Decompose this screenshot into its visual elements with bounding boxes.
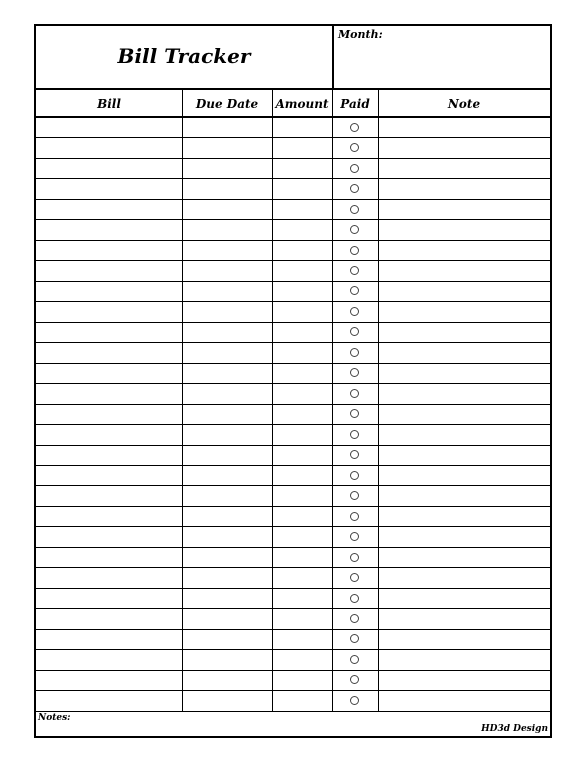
bill-cell[interactable] bbox=[36, 548, 182, 567]
amount-cell[interactable] bbox=[272, 405, 332, 424]
due-date-cell[interactable] bbox=[182, 138, 272, 157]
paid-radio[interactable] bbox=[350, 164, 359, 173]
amount-cell[interactable] bbox=[272, 179, 332, 198]
table-row bbox=[36, 200, 550, 220]
paid-cell[interactable] bbox=[332, 507, 378, 526]
amount-cell[interactable] bbox=[272, 302, 332, 321]
note-cell[interactable] bbox=[378, 507, 550, 526]
amount-cell[interactable] bbox=[272, 507, 332, 526]
note-cell[interactable] bbox=[378, 671, 550, 690]
amount-cell[interactable] bbox=[272, 159, 332, 178]
table-row bbox=[36, 343, 550, 363]
table-row bbox=[36, 323, 550, 343]
paid-radio[interactable] bbox=[350, 430, 359, 439]
paid-cell[interactable] bbox=[332, 138, 378, 157]
note-cell[interactable] bbox=[378, 691, 550, 710]
bill-cell[interactable] bbox=[36, 200, 182, 219]
note-cell[interactable] bbox=[378, 343, 550, 362]
paid-cell[interactable] bbox=[332, 159, 378, 178]
month-label: Month: bbox=[338, 28, 383, 41]
due-date-cell[interactable] bbox=[182, 548, 272, 567]
amount-cell[interactable] bbox=[272, 282, 332, 301]
due-date-cell[interactable] bbox=[182, 527, 272, 546]
paid-radio[interactable] bbox=[350, 512, 359, 521]
paid-radio[interactable] bbox=[350, 491, 359, 500]
amount-cell[interactable] bbox=[272, 200, 332, 219]
note-cell[interactable] bbox=[378, 630, 550, 649]
due-date-cell[interactable] bbox=[182, 589, 272, 608]
due-date-cell[interactable] bbox=[182, 220, 272, 239]
paid-cell[interactable] bbox=[332, 671, 378, 690]
paid-cell[interactable] bbox=[332, 589, 378, 608]
amount-cell[interactable] bbox=[272, 548, 332, 567]
table-row bbox=[36, 364, 550, 384]
bill-cell[interactable] bbox=[36, 282, 182, 301]
bill-cell[interactable] bbox=[36, 220, 182, 239]
column-header-due-date: Due Date bbox=[195, 97, 259, 111]
table-row bbox=[36, 118, 550, 138]
note-cell[interactable] bbox=[378, 179, 550, 198]
page-title: Bill Tracker bbox=[117, 44, 251, 68]
paid-radio[interactable] bbox=[350, 471, 359, 480]
amount-cell[interactable] bbox=[272, 630, 332, 649]
note-cell[interactable] bbox=[378, 650, 550, 669]
paid-cell[interactable] bbox=[332, 261, 378, 280]
note-cell[interactable] bbox=[378, 302, 550, 321]
paid-cell[interactable] bbox=[332, 609, 378, 628]
amount-cell[interactable] bbox=[272, 568, 332, 587]
amount-cell[interactable] bbox=[272, 220, 332, 239]
designer-credit: HD3d Design bbox=[481, 724, 548, 734]
bill-cell[interactable] bbox=[36, 650, 182, 669]
paid-radio[interactable] bbox=[350, 286, 359, 295]
bill-cell[interactable] bbox=[36, 159, 182, 178]
paid-cell[interactable] bbox=[332, 691, 378, 710]
paid-cell[interactable] bbox=[332, 241, 378, 260]
paid-radio[interactable] bbox=[350, 675, 359, 684]
table-row bbox=[36, 241, 550, 261]
paid-radio[interactable] bbox=[350, 184, 359, 193]
paid-radio[interactable] bbox=[350, 348, 359, 357]
amount-cell[interactable] bbox=[272, 609, 332, 628]
due-date-cell[interactable] bbox=[182, 650, 272, 669]
bill-cell[interactable] bbox=[36, 671, 182, 690]
paid-radio[interactable] bbox=[350, 246, 359, 255]
note-cell[interactable] bbox=[378, 486, 550, 505]
paid-radio[interactable] bbox=[350, 266, 359, 275]
column-header-paid: Paid bbox=[340, 97, 370, 111]
table-row bbox=[36, 486, 550, 506]
due-date-cell[interactable] bbox=[182, 466, 272, 485]
paid-radio[interactable] bbox=[350, 327, 359, 336]
due-date-cell[interactable] bbox=[182, 179, 272, 198]
bill-cell[interactable] bbox=[36, 302, 182, 321]
paid-radio[interactable] bbox=[350, 205, 359, 214]
table-row bbox=[36, 302, 550, 322]
paid-cell[interactable] bbox=[332, 364, 378, 383]
table-row bbox=[36, 630, 550, 650]
due-date-cell[interactable] bbox=[182, 323, 272, 342]
note-cell[interactable] bbox=[378, 138, 550, 157]
amount-cell[interactable] bbox=[272, 118, 332, 137]
column-header-note: Note bbox=[447, 97, 481, 111]
paid-cell[interactable] bbox=[332, 568, 378, 587]
note-cell[interactable] bbox=[378, 589, 550, 608]
bill-tracker-sheet bbox=[34, 24, 552, 738]
amount-cell[interactable] bbox=[272, 691, 332, 710]
amount-cell[interactable] bbox=[272, 466, 332, 485]
paid-radio[interactable] bbox=[350, 450, 359, 459]
paid-radio[interactable] bbox=[350, 389, 359, 398]
note-cell[interactable] bbox=[378, 466, 550, 485]
due-date-cell[interactable] bbox=[182, 486, 272, 505]
paid-radio[interactable] bbox=[350, 143, 359, 152]
due-date-cell[interactable] bbox=[182, 609, 272, 628]
title-cell bbox=[36, 26, 332, 88]
amount-cell[interactable] bbox=[272, 241, 332, 260]
amount-cell[interactable] bbox=[272, 261, 332, 280]
paid-radio[interactable] bbox=[350, 614, 359, 623]
bill-cell[interactable] bbox=[36, 241, 182, 260]
paid-cell[interactable] bbox=[332, 527, 378, 546]
column-header-bill: Bill bbox=[97, 97, 121, 111]
due-date-cell[interactable] bbox=[182, 200, 272, 219]
due-date-cell[interactable] bbox=[182, 630, 272, 649]
table-row bbox=[36, 527, 550, 547]
bill-cell[interactable] bbox=[36, 630, 182, 649]
notes-section[interactable] bbox=[36, 711, 550, 736]
amount-cell[interactable] bbox=[272, 343, 332, 362]
due-date-cell[interactable] bbox=[182, 159, 272, 178]
month-field[interactable] bbox=[332, 26, 552, 88]
bill-cell[interactable] bbox=[36, 405, 182, 424]
note-cell[interactable] bbox=[378, 220, 550, 239]
amount-cell[interactable] bbox=[272, 138, 332, 157]
note-cell[interactable] bbox=[378, 548, 550, 567]
amount-cell[interactable] bbox=[272, 384, 332, 403]
due-date-cell[interactable] bbox=[182, 364, 272, 383]
due-date-cell[interactable] bbox=[182, 302, 272, 321]
amount-cell[interactable] bbox=[272, 589, 332, 608]
amount-cell[interactable] bbox=[272, 486, 332, 505]
paid-cell[interactable] bbox=[332, 323, 378, 342]
table-row bbox=[36, 384, 550, 404]
paid-radio[interactable] bbox=[350, 553, 359, 562]
note-cell[interactable] bbox=[378, 261, 550, 280]
bill-cell[interactable] bbox=[36, 343, 182, 362]
table-row bbox=[36, 179, 550, 199]
note-cell[interactable] bbox=[378, 568, 550, 587]
due-date-cell[interactable] bbox=[182, 446, 272, 465]
bill-cell[interactable] bbox=[36, 691, 182, 710]
bill-cell[interactable] bbox=[36, 323, 182, 342]
paid-cell[interactable] bbox=[332, 548, 378, 567]
table-row bbox=[36, 589, 550, 609]
paid-cell[interactable] bbox=[332, 282, 378, 301]
note-cell[interactable] bbox=[378, 609, 550, 628]
paid-radio[interactable] bbox=[350, 634, 359, 643]
paid-cell[interactable] bbox=[332, 466, 378, 485]
paid-radio[interactable] bbox=[350, 409, 359, 418]
bill-cell[interactable] bbox=[36, 179, 182, 198]
table-row bbox=[36, 159, 550, 179]
bill-cell[interactable] bbox=[36, 384, 182, 403]
paid-cell[interactable] bbox=[332, 425, 378, 444]
table-row bbox=[36, 691, 550, 711]
paid-cell[interactable] bbox=[332, 384, 378, 403]
bill-rows bbox=[36, 118, 550, 712]
paid-cell[interactable] bbox=[332, 302, 378, 321]
due-date-cell[interactable] bbox=[182, 405, 272, 424]
due-date-cell[interactable] bbox=[182, 507, 272, 526]
paid-cell[interactable] bbox=[332, 343, 378, 362]
table-row bbox=[36, 650, 550, 670]
bill-cell[interactable] bbox=[36, 364, 182, 383]
note-cell[interactable] bbox=[378, 384, 550, 403]
amount-cell[interactable] bbox=[272, 671, 332, 690]
table-row bbox=[36, 507, 550, 527]
column-header-row bbox=[36, 90, 550, 118]
header bbox=[36, 26, 550, 90]
note-cell[interactable] bbox=[378, 159, 550, 178]
paid-radio[interactable] bbox=[350, 123, 359, 132]
due-date-cell[interactable] bbox=[182, 425, 272, 444]
due-date-cell[interactable] bbox=[182, 282, 272, 301]
column-header-amount: Amount bbox=[275, 97, 329, 111]
bill-cell[interactable] bbox=[36, 466, 182, 485]
paid-radio[interactable] bbox=[350, 225, 359, 234]
paid-cell[interactable] bbox=[332, 179, 378, 198]
due-date-cell[interactable] bbox=[182, 384, 272, 403]
paid-radio[interactable] bbox=[350, 368, 359, 377]
due-date-cell[interactable] bbox=[182, 568, 272, 587]
table-row bbox=[36, 446, 550, 466]
bill-cell[interactable] bbox=[36, 507, 182, 526]
table-row bbox=[36, 609, 550, 629]
paid-radio[interactable] bbox=[350, 307, 359, 316]
amount-cell[interactable] bbox=[272, 425, 332, 444]
due-date-cell[interactable] bbox=[182, 343, 272, 362]
bill-cell[interactable] bbox=[36, 138, 182, 157]
table-row bbox=[36, 425, 550, 445]
bill-cell[interactable] bbox=[36, 118, 182, 137]
paid-radio[interactable] bbox=[350, 655, 359, 664]
due-date-cell[interactable] bbox=[182, 691, 272, 710]
paid-radio[interactable] bbox=[350, 532, 359, 541]
due-date-cell[interactable] bbox=[182, 671, 272, 690]
note-cell[interactable] bbox=[378, 364, 550, 383]
note-cell[interactable] bbox=[378, 241, 550, 260]
bill-cell[interactable] bbox=[36, 568, 182, 587]
paid-cell[interactable] bbox=[332, 200, 378, 219]
table-row bbox=[36, 548, 550, 568]
paid-cell[interactable] bbox=[332, 118, 378, 137]
amount-cell[interactable] bbox=[272, 446, 332, 465]
table-row bbox=[36, 138, 550, 158]
paid-cell[interactable] bbox=[332, 486, 378, 505]
note-cell[interactable] bbox=[378, 527, 550, 546]
note-cell[interactable] bbox=[378, 118, 550, 137]
note-cell[interactable] bbox=[378, 446, 550, 465]
note-cell[interactable] bbox=[378, 200, 550, 219]
bill-cell[interactable] bbox=[36, 261, 182, 280]
bill-cell[interactable] bbox=[36, 425, 182, 444]
paid-radio[interactable] bbox=[350, 594, 359, 603]
bill-cell[interactable] bbox=[36, 446, 182, 465]
table-row bbox=[36, 466, 550, 486]
table-row bbox=[36, 282, 550, 302]
amount-cell[interactable] bbox=[272, 323, 332, 342]
due-date-cell[interactable] bbox=[182, 241, 272, 260]
paid-cell[interactable] bbox=[332, 220, 378, 239]
paid-cell[interactable] bbox=[332, 630, 378, 649]
table-row bbox=[36, 568, 550, 588]
due-date-cell[interactable] bbox=[182, 261, 272, 280]
due-date-cell[interactable] bbox=[182, 118, 272, 137]
amount-cell[interactable] bbox=[272, 650, 332, 669]
bill-cell[interactable] bbox=[36, 589, 182, 608]
amount-cell[interactable] bbox=[272, 527, 332, 546]
table-row bbox=[36, 261, 550, 281]
paid-cell[interactable] bbox=[332, 446, 378, 465]
paid-cell[interactable] bbox=[332, 405, 378, 424]
table-row bbox=[36, 671, 550, 691]
paid-radio[interactable] bbox=[350, 573, 359, 582]
table-row bbox=[36, 405, 550, 425]
notes-label: Notes: bbox=[38, 713, 71, 723]
amount-cell[interactable] bbox=[272, 364, 332, 383]
bill-cell[interactable] bbox=[36, 609, 182, 628]
table-row bbox=[36, 220, 550, 240]
note-cell[interactable] bbox=[378, 425, 550, 444]
paid-radio[interactable] bbox=[350, 696, 359, 705]
bill-cell[interactable] bbox=[36, 486, 182, 505]
note-cell[interactable] bbox=[378, 282, 550, 301]
paid-cell[interactable] bbox=[332, 650, 378, 669]
note-cell[interactable] bbox=[378, 405, 550, 424]
bill-cell[interactable] bbox=[36, 527, 182, 546]
note-cell[interactable] bbox=[378, 323, 550, 342]
